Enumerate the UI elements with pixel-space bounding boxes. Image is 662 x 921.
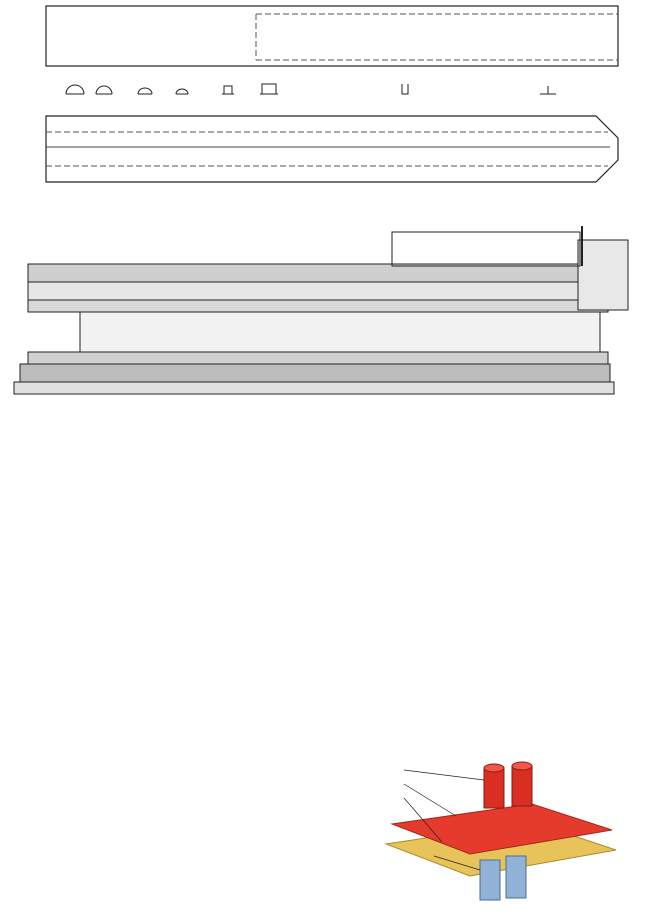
- figure-5: [346, 752, 634, 920]
- simulation-model-render: [346, 752, 634, 902]
- die-structure-drawing: [0, 218, 662, 428]
- section-heading: [30, 640, 40, 659]
- figure-4: [0, 218, 662, 428]
- figure-3: [0, 0, 662, 210]
- strip-layout-drawing: [0, 0, 662, 210]
